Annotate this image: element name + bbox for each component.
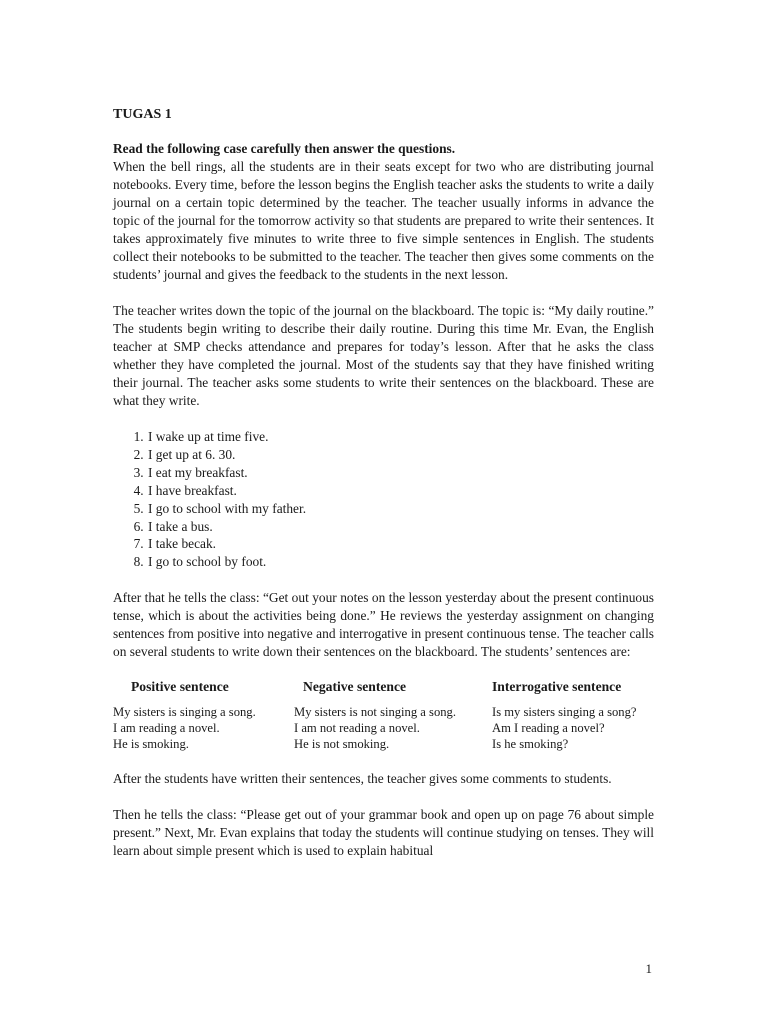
header-interrogative: Interrogative sentence: [492, 679, 622, 695]
paragraph-4: After the students have written their sentences, the teacher gives some comments to students.: [113, 771, 612, 787]
table-cell: I am reading a novel.: [113, 721, 220, 736]
table-cell: Is he smoking?: [492, 737, 569, 752]
table-cell: I am not reading a novel.: [294, 721, 420, 736]
header-positive: Positive sentence: [131, 679, 229, 695]
document-title: TUGAS 1: [113, 107, 172, 122]
list-item: 4. I have breakfast.: [147, 482, 654, 500]
table-cell: My sisters is not singing a song.: [294, 705, 456, 720]
list-item: 8. I go to school by foot.: [147, 553, 654, 571]
page-content: [113, 107, 654, 878]
list-item: 2. I get up at 6. 30.: [147, 446, 654, 464]
list-item: 6. I take a bus.: [147, 518, 654, 536]
table-cell: Am I reading a novel?: [492, 721, 605, 736]
header-negative: Negative sentence: [303, 679, 407, 695]
table-header: [113, 679, 654, 695]
instruction-heading: Read the following case carefully then answer the questions.: [113, 141, 456, 156]
list-item: 7. I take becak.: [147, 535, 654, 553]
table-cell: He is smoking.: [113, 737, 189, 752]
table-cell: Is my sisters singing a song?: [492, 705, 637, 720]
paragraph-3: After that he tells the class: “Get out your notes on the lesson yesterday about the present continuous tense, which is about the activities being done.” He reviews the yesterday assignment on changing sentences from positive into negative and interrogative in present continuous tense. The teacher calls on several students to write down their sentences on the blackboard. The students’ sentences are:: [113, 590, 654, 660]
paragraph-1: When the bell rings, all the students are in their seats except for two who are distributing journal notebooks. Every time, before the lesson begins the English teacher asks the students to write a daily journal on a certain topic determined by the teacher. The teacher usually informs in advance the topic of the journal for the tomorrow activity so that students are prepared to write their sentences. It takes approximately five minutes to write three to five simple sentences in English. The students collect their notebooks to be submitted to the teacher. The teacher then gives some comments on the students’ journal and gives the feedback to the students in the next lesson.: [113, 159, 654, 282]
list-item: 1. I wake up at time five.: [147, 428, 654, 446]
paragraph-2: The teacher writes down the topic of the journal on the blackboard. The topic is: “My daily routine.” The students begin writing to describe their daily routine. During this time Mr. Evan, the English teacher at SMP checks attendance and prepares for today’s lesson. After that he asks the class whether they have completed the journal. Most of the students say that they have finished writing their journal. The teacher asks some students to write their sentences on the blackboard. These are what they write.: [113, 303, 654, 408]
list-item: 3. I eat my breakfast.: [147, 464, 654, 482]
page-number: 1: [645, 961, 652, 976]
paragraph-5: Then he tells the class: “Please get out of your grammar book and open up on page 76 about simple present.” Next, Mr. Evan explains that today the students will continue studying on tenses. They will learn about simple present which is used to explain habitual: [113, 807, 654, 859]
table-row: [113, 736, 654, 752]
table-row: [113, 720, 654, 736]
student-sentences-list: [113, 428, 654, 571]
table-cell: He is not smoking.: [294, 737, 390, 752]
table-cell: My sisters is singing a song.: [113, 705, 256, 720]
table-row: [113, 704, 654, 720]
sentence-table: [113, 679, 654, 752]
list-item: 5. I go to school with my father.: [147, 500, 654, 518]
